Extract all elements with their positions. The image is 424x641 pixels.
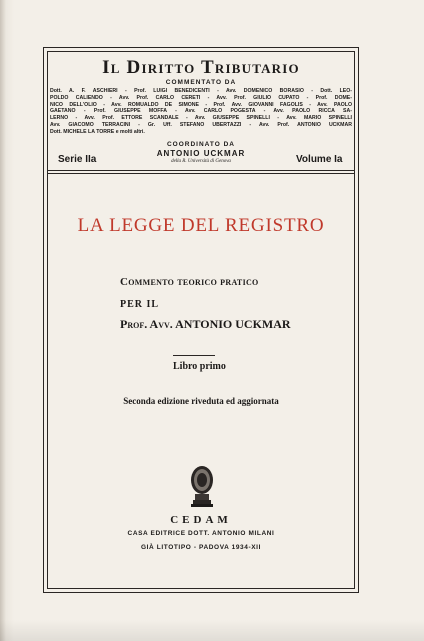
coordinator-affiliation: della R. Università di Genova — [171, 159, 231, 164]
book-number: Libro primo — [173, 361, 226, 372]
commentators-list — [50, 88, 352, 136]
book-title: LA LEGGE DEL REGISTRO — [77, 215, 325, 236]
commentators-line: Dott. A. F. ASCHIERI - Prof. LUIGI BENEDICENTI - Avv. DOMENICO BORASIO - Dott. LEO- — [50, 88, 352, 94]
coordinator-name: ANTONIO UCKMAR — [156, 149, 246, 158]
header-divider — [47, 170, 355, 171]
commented-by-label: COMMENTATO DA — [165, 79, 237, 86]
publisher-name: CEDAM — [170, 514, 232, 526]
publisher-emblem-icon — [187, 460, 217, 510]
book-subtitle: Commento teorico pratico — [120, 276, 259, 288]
commentators-line: POLDO CALIENDO - Avv. Prof. CARLO CERETI - Avv. Prof. GIULIO CUPATO - Prof. DOME- — [50, 94, 352, 101]
commentators-line: LERNO - Avv. Prof. ETTORE SCANDALE - Avv. GIUSEPPE SPINELLI - Avv. MARIO SPINELLI — [50, 115, 352, 122]
short-rule — [173, 355, 215, 356]
commentators-line: Avv. GIACOMO TERRACINI - Gr. Uff. STEFANO UBERTAZZI - Avv. Prof. ANTONIO UCKMAR — [50, 121, 352, 128]
series-title: Il Diritto Tributario — [102, 57, 300, 78]
publisher-house: CASA EDITRICE DOTT. ANTONIO MILANI — [127, 530, 275, 537]
commentators-line: Dott. MICHELE LA TORRE e molti altri. — [50, 128, 145, 135]
volume-number: Volume Ia — [296, 154, 343, 165]
author-name: Prof. Avv. ANTONIO UCKMAR — [120, 317, 291, 331]
edition-note: Seconda edizione riveduta ed aggiornata — [123, 396, 279, 406]
publisher-place-year: GIÀ LITOTIPO - PADOVA 1934-XII — [141, 544, 261, 551]
coordinated-by-label: COORDINATO DA — [166, 141, 235, 148]
series-number: Serie IIa — [58, 154, 97, 165]
page-bottom-shadow — [0, 620, 424, 641]
header-divider-thin — [47, 173, 355, 174]
commentators-line: NICO DELL'OLIO - Avv. ROMUALDO DE SIMONE - Prof. Avv. GIOVANNI FAGOLIS - Avv. PAOLO — [50, 101, 352, 108]
commentators-line: GAETANO - Prof. GIUSEPPE MOFFA - Avv. CARLO POGESTA - Avv. PAOLO RICCA SA- — [50, 108, 352, 115]
per-il-label: PER IL — [120, 299, 160, 310]
